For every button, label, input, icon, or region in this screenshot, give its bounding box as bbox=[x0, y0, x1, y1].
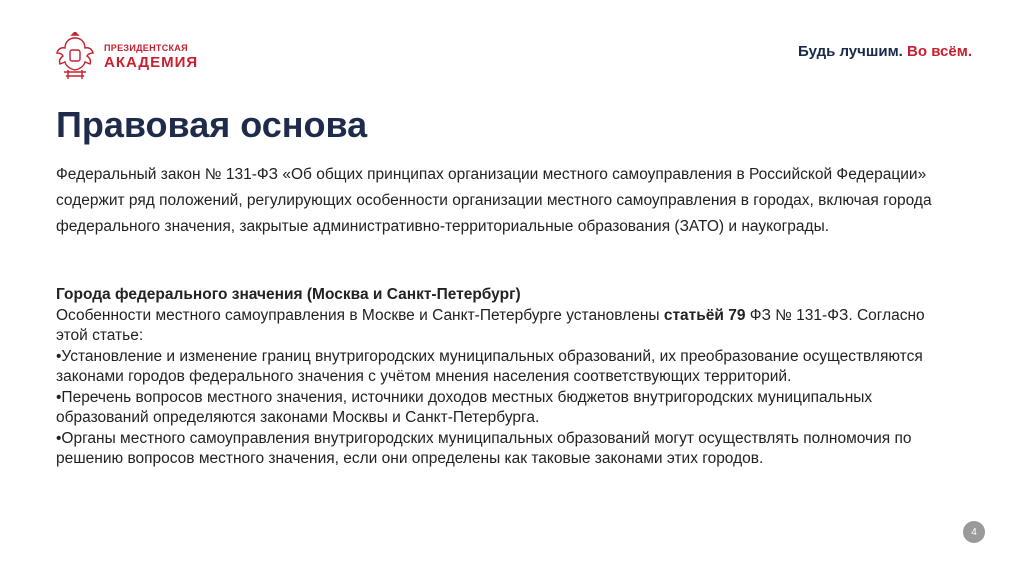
federal-cities-section bbox=[56, 285, 956, 470]
page-number-badge: 4 bbox=[963, 521, 985, 543]
logo-text bbox=[104, 44, 198, 70]
intro-paragraph: Федеральный закон № 131-ФЗ «Об общих принципах организации местного самоуправления в Российской Федерации» содержит ряд положений, регулирующих особенности организации местного самоуправления в городах, включая города федерального значения, закрытые административно-территориальные образования (ЗАТО) и наукограды. bbox=[56, 166, 932, 235]
bullet-item: •Перечень вопросов местного значения, источники доходов местных бюджетов внутригородских муниципальных образований определяются законами Москвы и Санкт-Петербурга. bbox=[56, 388, 873, 426]
bullet-item: •Органы местного самоуправления внутригородских муниципальных образований могут осуществлять полномочия по решению вопросов местного значения, если они определены как таковые законами этих городов. bbox=[56, 429, 912, 467]
bullet-item: •Установление и изменение границ внутригородских муниципальных образований, их преобразование осуществляются законами городов федерального значения с учётом мнения населения соответствующих территорий. bbox=[56, 347, 923, 385]
section-text-after: ФЗ № 131-ФЗ. Согласно этой статье: bbox=[56, 306, 925, 344]
logo-line2: АКАДЕМИЯ bbox=[104, 54, 199, 71]
section-heading: Города федерального значения (Москва и Санкт-Петербург) bbox=[56, 286, 521, 303]
logo-line1: ПРЕЗИДЕНТСКАЯ bbox=[104, 43, 188, 53]
slogan-part1: Будь лучшим. bbox=[798, 43, 903, 60]
slogan bbox=[798, 43, 972, 60]
slogan-part2: Во всём. bbox=[907, 43, 972, 60]
page-title: Правовая основа bbox=[56, 104, 368, 145]
section-intro bbox=[56, 306, 956, 347]
article-reference: статьёй 79 bbox=[663, 306, 746, 324]
section-text-before: Особенности местного самоуправления в Москве и Санкт-Петербурге установлены bbox=[56, 306, 664, 324]
academy-logo bbox=[52, 32, 198, 82]
double-eagle-emblem-icon bbox=[52, 32, 98, 82]
